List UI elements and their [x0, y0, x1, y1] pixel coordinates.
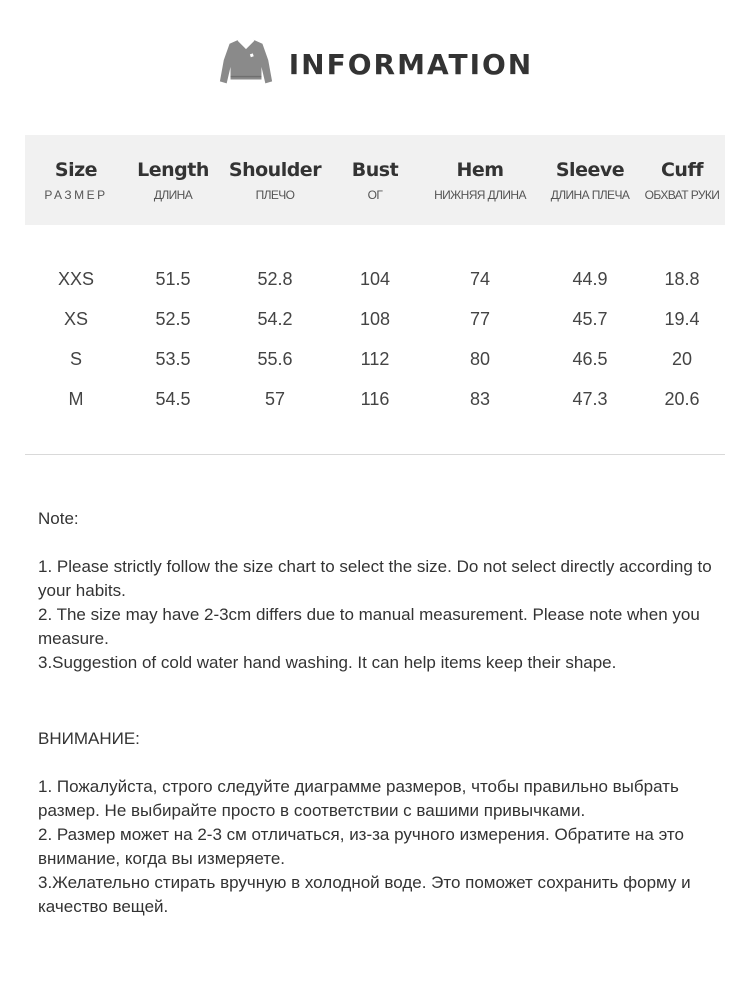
table-row: [25, 299, 725, 339]
column-subtitle: ПЛЕЧО: [255, 188, 295, 202]
table-body: [25, 225, 725, 419]
note-item: 1. Please strictly follow the size chart to select the size. Do not select directly according to your habits.: [38, 557, 712, 600]
table-cell: 20.6: [664, 388, 700, 409]
table-cell: 55.6: [257, 348, 293, 369]
page-header: [0, 32, 750, 96]
column-subtitle: РАЗМЕР: [44, 188, 108, 202]
table-cell: 108: [359, 308, 391, 329]
table-row: [25, 259, 725, 299]
table-cell: 83: [469, 388, 491, 409]
table-cell: XXS: [57, 268, 95, 289]
column-title: Hem: [456, 159, 504, 181]
table-cell: 80: [469, 348, 491, 369]
column-title: Length: [137, 159, 209, 181]
column-header-size: [25, 158, 127, 202]
sweater-icon: [217, 35, 275, 93]
note-item: 1. Пожалуйста, строго следуйте диаграмме размеров, чтобы правильно выбрать размер. Не выбирайте просто в соответствии с вашими привычками.: [38, 777, 679, 820]
table-cell: 54.5: [155, 388, 191, 409]
page-title: INFORMATION: [288, 47, 534, 81]
table-cell: 45.7: [572, 308, 608, 329]
column-subtitle: НИЖНЯЯ ДЛИНА: [434, 188, 526, 202]
column-title: Size: [54, 159, 98, 181]
notes-list: [38, 555, 718, 675]
column-header-shoulder: [219, 158, 331, 202]
table-cell: XS: [63, 308, 88, 329]
column-subtitle: ДЛИНА ПЛЕЧА: [550, 188, 630, 202]
table-row: [25, 339, 725, 379]
table-cell: 57: [264, 388, 286, 409]
note-item: 2. Размер может на 2-3 см отличаться, из-за ручного измерения. Обратите на это внимание, когда вы измеряете.: [38, 825, 684, 868]
column-header-cuff: [639, 158, 725, 202]
notes-label: ВНИМАНИЕ:: [38, 729, 140, 748]
column-subtitle: ОБХВАТ РУКИ: [644, 188, 720, 202]
column-title: Shoulder: [228, 159, 322, 181]
table-cell: 44.9: [572, 268, 608, 289]
size-table: [25, 135, 725, 419]
table-cell: 19.4: [664, 308, 700, 329]
table-header: [25, 135, 725, 225]
note-item: 3.Желательно стирать вручную в холодной воде. Это поможет сохранить форму и качество вещей.: [38, 873, 691, 916]
table-cell: 52.8: [257, 268, 293, 289]
column-title: Sleeve: [555, 159, 625, 181]
table-cell: 20: [671, 348, 693, 369]
table-cell: 77: [469, 308, 491, 329]
table-cell: 54.2: [257, 308, 293, 329]
section-divider: [25, 454, 725, 455]
column-header-bust: [331, 158, 419, 202]
table-cell: 51.5: [155, 268, 191, 289]
table-cell: M: [68, 388, 84, 409]
notes-english: [38, 507, 718, 675]
column-header-hem: [419, 158, 541, 202]
notes-label: Note:: [38, 509, 79, 528]
table-cell: 116: [360, 388, 390, 409]
table-row: [25, 379, 725, 419]
column-header-sleeve: [541, 158, 639, 202]
column-subtitle: ОГ: [367, 188, 383, 202]
note-item: 3.Suggestion of cold water hand washing. It can help items keep their shape.: [38, 653, 617, 672]
table-cell: 112: [360, 348, 390, 369]
table-cell: 47.3: [572, 388, 608, 409]
column-subtitle: ДЛИНА: [153, 188, 193, 202]
notes-list: [38, 775, 718, 919]
table-cell: 74: [469, 268, 491, 289]
note-item: 2. The size may have 2-3cm differs due to manual measurement. Please note when you measure.: [38, 605, 700, 648]
column-title: Bust: [351, 159, 399, 181]
table-cell: 52.5: [155, 308, 191, 329]
notes-russian: [38, 727, 718, 919]
table-cell: 104: [359, 268, 391, 289]
table-cell: S: [69, 348, 82, 369]
table-cell: 53.5: [155, 348, 191, 369]
column-title: Cuff: [660, 159, 703, 181]
table-cell: 18.8: [664, 268, 700, 289]
column-header-length: [127, 158, 219, 202]
table-cell: 46.5: [572, 348, 608, 369]
